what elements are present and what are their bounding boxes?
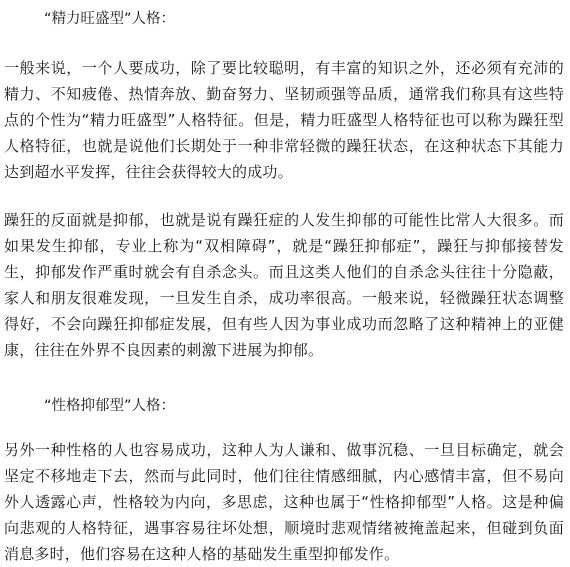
paragraph-mania-depression: 躁狂的反面就是抑郁，也就是说有躁狂症的人发生抑郁的可能性比常人大很多。而如果发生抑郁，专业上称为“双相障碍”，就是“躁狂抑郁症”，躁狂与抑郁接替发生，抑郁发作严重时就会有自杀念头。而且这类人他们的自杀念头往往十分隐蔽，家人和朋友很难发现，一旦发生自杀，成功率很高。一般来说，轻微躁狂状态调整得好，不会向躁狂抑郁症发展，但有些人因为事业成功而忽略了这种精神上的亚健康，往往在外界不良因素的刺激下进展为抑郁。 [4, 211, 564, 359]
paragraph-energetic-personality: 一般来说，一个人要成功，除了要比较聪明，有丰富的知识之外，还必须有充沛的精力、不知疲倦、热情奔放、勤奋努力、坚韧顽强等品质，通常我们称具有这些特点的个性为“精力旺盛型”人格特征。但是，精力旺盛型人格特征也可以称为躁狂型人格特征，也就是说他们长期处于一种非常轻微的躁狂状态，在这种状态下其能力达到超水平发挥，往往会获得较大的成功。 [4, 59, 564, 181]
paragraph-depressive-personality: 另外一种性格的人也容易成功，这种人为人谦和、做事沉稳、一旦目标确定，就会坚定不移地走下去，然而与此同时，他们往往情感细腻，内心感情丰富，但不易向外人透露心声，性格较为内向，多思虑，这种也属于“性格抑郁型”人格。这是种偏向悲观的人格特征，遇事容易往坏处想，顺境时悲观情绪被掩盖起来，但碰到负面消息多时，他们容易在这种人格的基础发生重型抑郁发作。 [4, 441, 564, 563]
section-heading-depressive: “性格抑郁型”人格： [44, 398, 176, 414]
section-heading-energetic: “精力旺盛型”人格： [44, 11, 176, 27]
